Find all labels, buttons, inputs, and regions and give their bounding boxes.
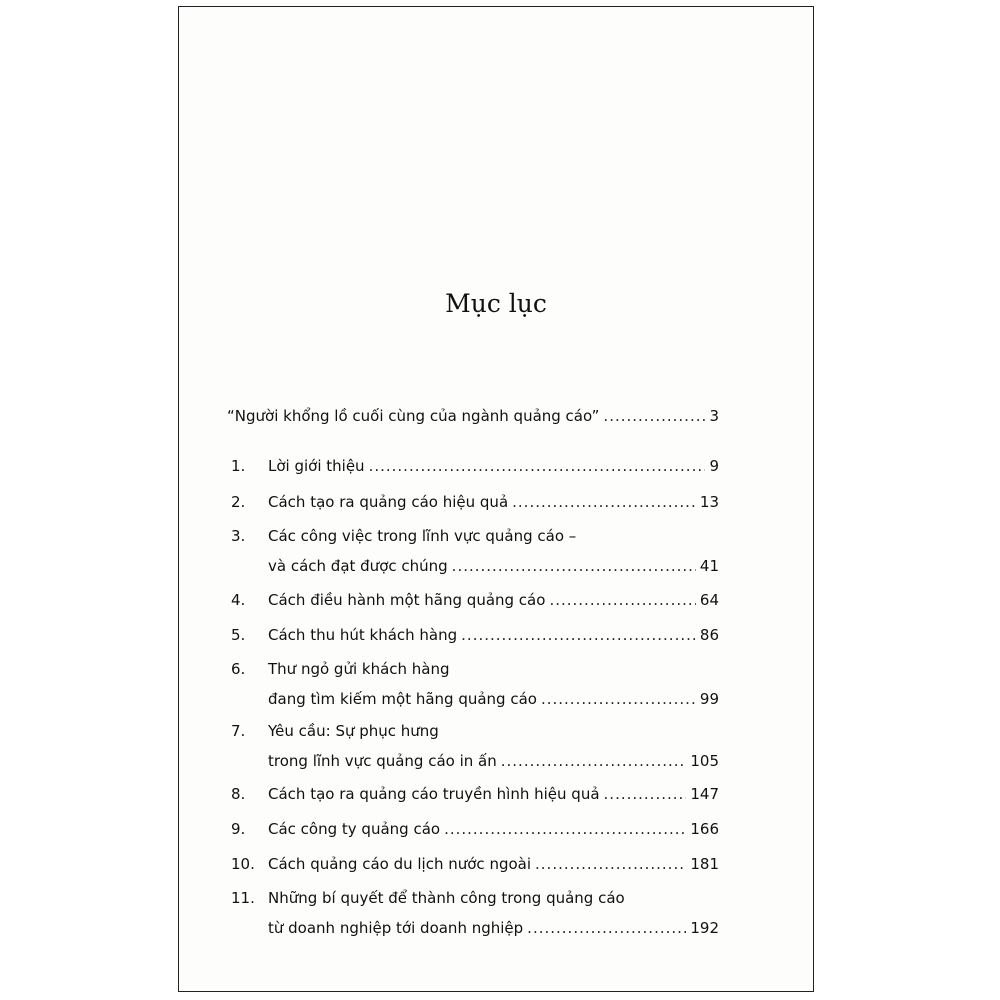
book-page <box>178 6 814 992</box>
toc-entry-text: Những bí quyết để thành công trong quảng cáo <box>268 889 625 907</box>
toc-entry-text: Lời giới thiệu <box>268 457 365 475</box>
toc-page-number: 181 <box>690 855 719 873</box>
toc-entry-number: 8. <box>231 785 246 803</box>
toc-line <box>268 855 719 873</box>
toc-entry-text: đang tìm kiếm một hãng quảng cáo <box>268 690 537 708</box>
toc-entry-text: Cách quảng cáo du lịch nước ngoài <box>268 855 532 873</box>
toc-entry-number: 2. <box>231 493 246 511</box>
dot-leader <box>501 752 687 770</box>
toc-entry-text: Các công việc trong lĩnh vực quảng cáo – <box>268 527 577 545</box>
toc-page-number: 105 <box>690 752 719 770</box>
toc-line <box>268 527 719 545</box>
toc-page-number: 9 <box>709 457 719 475</box>
dot-leader <box>535 855 686 873</box>
toc-page-number: 3 <box>709 407 719 425</box>
toc-entry-text: từ doanh nghiệp tới doanh nghiệp <box>268 919 524 937</box>
toc-entry-text: trong lĩnh vực quảng cáo in ấn <box>268 752 497 770</box>
toc-line <box>227 407 719 425</box>
dot-leader <box>444 820 686 838</box>
dot-leader <box>452 557 696 575</box>
toc-entry-text: Cách thu hút khách hàng <box>268 626 458 644</box>
toc-line <box>268 889 719 907</box>
toc-entry-number: 3. <box>231 527 246 545</box>
toc-entry-text: Cách điều hành một hãng quảng cáo <box>268 591 546 609</box>
dot-leader <box>604 785 687 803</box>
toc-line <box>268 457 719 475</box>
dot-leader <box>369 457 706 475</box>
toc-page-number: 166 <box>690 820 719 838</box>
toc-entry-text: Cách tạo ra quảng cáo hiệu quả <box>268 493 509 511</box>
dot-leader <box>541 690 696 708</box>
toc-line <box>268 493 719 511</box>
toc-entry-number: 5. <box>231 626 246 644</box>
dot-leader <box>603 407 705 425</box>
toc-entry-text: Thư ngỏ gửi khách hàng <box>268 660 450 678</box>
toc-page-number: 41 <box>699 557 719 575</box>
toc-entry-number: 4. <box>231 591 246 609</box>
toc-line <box>268 690 719 708</box>
toc-page-number: 192 <box>690 919 719 937</box>
toc-page-number: 64 <box>699 591 719 609</box>
toc-entry-text: Các công ty quảng cáo <box>268 820 441 838</box>
toc-entry-text: Cách tạo ra quảng cáo truyền hình hiệu quả <box>268 785 600 803</box>
dot-leader <box>527 919 686 937</box>
dot-leader <box>512 493 696 511</box>
toc-page-number: 86 <box>699 626 719 644</box>
toc-entry-number: 10. <box>231 855 255 873</box>
toc-entry-number: 7. <box>231 722 246 740</box>
toc-line <box>268 557 719 575</box>
toc-entry-number: 1. <box>231 457 246 475</box>
toc-entry-text: và cách đạt được chúng <box>268 557 448 575</box>
toc-line <box>268 591 719 609</box>
toc-entry-number: 6. <box>231 660 246 678</box>
toc-entry-text: “Người khổng lồ cuối cùng của ngành quảng cáo” <box>227 407 600 425</box>
toc-page-number: 99 <box>699 690 719 708</box>
toc-page-number: 147 <box>690 785 719 803</box>
toc-line <box>268 722 719 740</box>
toc-entry-number: 11. <box>231 889 255 907</box>
toc-page-number: 13 <box>699 493 719 511</box>
toc-line <box>268 660 719 678</box>
toc-line <box>268 785 719 803</box>
toc-entry-number: 9. <box>231 820 246 838</box>
toc-line <box>268 752 719 770</box>
toc-line <box>268 626 719 644</box>
toc-line <box>268 919 719 937</box>
toc-entry-text: Yêu cầu: Sự phục hưng <box>268 722 439 740</box>
dot-leader <box>461 626 696 644</box>
dot-leader <box>549 591 695 609</box>
toc-line <box>268 820 719 838</box>
toc-title: Mục lục <box>445 289 547 318</box>
